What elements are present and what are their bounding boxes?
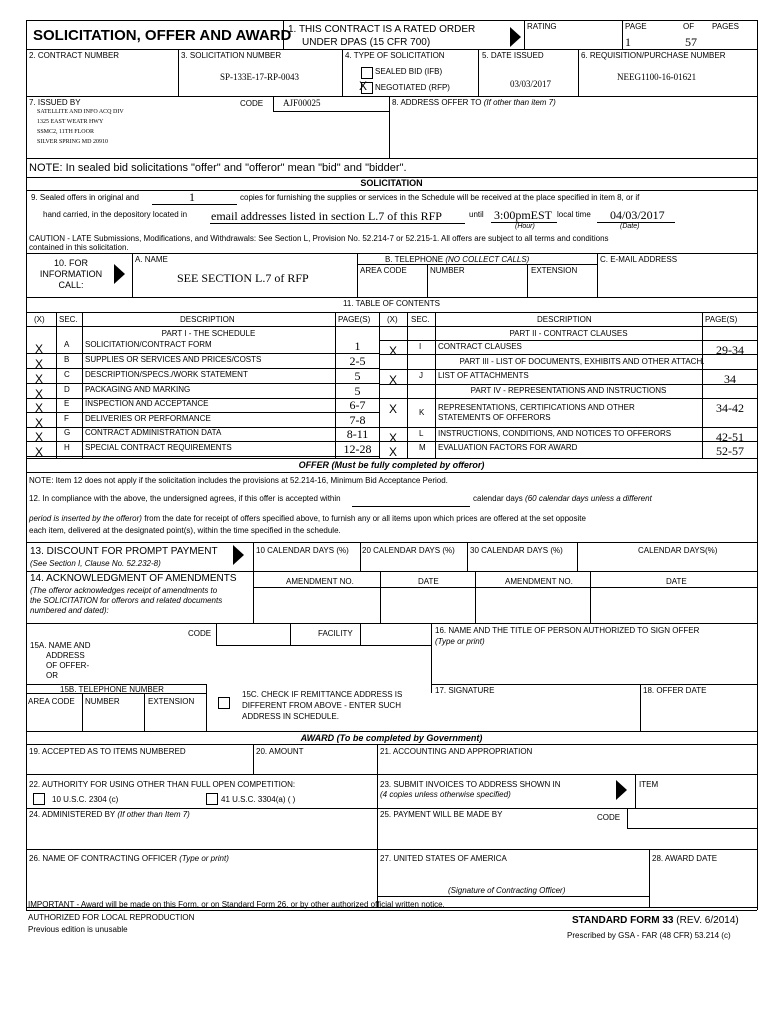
toc-col-sec: SEC.	[411, 315, 430, 324]
toc-row-description: DELIVERIES OR PERFORMANCE	[85, 414, 211, 423]
arrow-pointer-icon	[510, 27, 521, 47]
item26-label: 26. NAME OF CONTRACTING OFFICER (Type or print)	[29, 854, 229, 863]
usc-3304-label: 41 U.S.C. 3304(a) ( )	[221, 795, 296, 804]
item12-each-item: each item, delivered at the designated point(s), within the time specified in the schedule.	[29, 526, 341, 535]
discount-label: 13. DISCOUNT FOR PROMPT PAYMENT	[30, 546, 218, 557]
offeror-name-address-label: 15A. NAME AND ADDRESS OF OFFER- OR	[30, 641, 91, 680]
item9-text: copies for furnishing the supplies or services in the Schedule will be received at the place specified in item 8, or if	[240, 193, 640, 202]
toc-col-description: DESCRIPTION	[180, 315, 235, 324]
toc-row-check[interactable]: X	[35, 445, 44, 459]
item12-calendar-days: calendar days (60 calendar days unless a different	[473, 494, 652, 503]
toc-row-description: CONTRACT ADMINISTRATION DATA	[85, 428, 222, 437]
date-issued-label: 5. DATE ISSUED	[482, 51, 544, 60]
toc-row-section: C	[64, 370, 70, 379]
toc-row-check[interactable]: X	[389, 373, 398, 387]
remittance-checkbox[interactable]	[218, 697, 230, 709]
item12-note: NOTE: Item 12 does not apply if the solicitation includes the provisions at 52.214-16, Minimum Bid Acceptance Period.	[29, 476, 448, 485]
offer-date-label: 18. OFFER DATE	[643, 686, 707, 695]
item16-label: 16. NAME AND THE TITLE OF PERSON AUTHORIZED TO SIGN OFFER	[435, 626, 700, 635]
number-label: NUMBER	[430, 266, 465, 275]
requisition-value[interactable]: NEEG1100-16-01621	[617, 72, 697, 82]
address-line: SILVER SPRING MD 20910	[37, 139, 108, 145]
usc-2304-checkbox[interactable]	[33, 793, 45, 805]
item19-label: 19. ACCEPTED AS TO ITEMS NUMBERED	[29, 747, 186, 756]
toc-row-check[interactable]: X	[389, 344, 398, 358]
ack-amendments-note: (The offeror acknowledges receipt of amendments to the SOLICITATION for offerors and related documents numbered and dated):	[30, 586, 223, 615]
award-section-title: AWARD (To be completed by Government)	[300, 733, 483, 743]
item23-note: (4 copies unless otherwise specified)	[380, 790, 511, 799]
toc-row-description: INSPECTION AND ACCEPTANCE	[85, 399, 209, 408]
type-of-solicitation-label: 4. TYPE OF SOLICITATION	[345, 51, 445, 60]
toc-row-pages: 34-42	[716, 401, 744, 415]
caution-line1: CAUTION - LATE Submissions, Modifications, and Withdrawals: See Section L, Provision No. 52.214-7 or 52.215-1. All offers are subject to all terms and conditions	[29, 234, 609, 243]
toc-row-pages: 6-7	[349, 398, 366, 412]
amendment-date-header: DATE	[418, 577, 439, 586]
rated-order-line2: UNDER DPAS (15 CFR 700)	[302, 37, 431, 48]
requisition-label: 6. REQUISITION/PURCHASE NUMBER	[581, 51, 726, 60]
offeror-number: NUMBER	[85, 697, 120, 706]
toc-row-pages: 5	[354, 369, 361, 383]
toc-row-pages: 12-28	[343, 442, 372, 456]
usc-3304-checkbox[interactable]	[206, 793, 218, 805]
for-information-call-label: 10. FOR INFORMATION CALL:	[39, 258, 103, 290]
toc-row-pages: 8-11	[346, 427, 369, 441]
solicitation-number-label: 3. SOLICITATION NUMBER	[181, 51, 282, 60]
item23-label: 23. SUBMIT INVOICES TO ADDRESS SHOWN IN	[380, 780, 561, 789]
page-value[interactable]: 1	[625, 35, 631, 49]
area-code-label: AREA CODE	[360, 266, 407, 275]
payment-code-label: CODE	[597, 813, 621, 822]
toc-row-check[interactable]: X	[35, 387, 44, 401]
toc-row-pages: 5	[354, 384, 361, 398]
toc-row-pages: 29-34	[716, 343, 744, 357]
offer-section-title: OFFER (Must be fully completed by offeror)	[298, 460, 485, 470]
discount-20-days[interactable]: 20 CALENDAR DAYS (%)	[362, 546, 455, 555]
important-note: IMPORTANT - Award will be made on this Form, or on Standard Form 26, or by other authorized official written notice.	[28, 900, 445, 909]
date-issued-value[interactable]: 03/03/2017	[510, 79, 552, 89]
toc-row-check[interactable]: X	[35, 430, 44, 444]
form-title: SOLICITATION, OFFER AND AWARD	[33, 27, 292, 44]
offeror-code-label: CODE	[188, 629, 212, 638]
toc-row-check[interactable]: X	[35, 416, 44, 430]
toc-row-section: A	[64, 340, 70, 349]
item9-intro: 9. Sealed offers in original and	[31, 193, 139, 202]
contact-name-label: A. NAME	[135, 255, 168, 264]
until-label: until	[469, 210, 484, 219]
issued-by-code-value[interactable]: AJF00025	[283, 98, 321, 108]
solicitation-section-title: SOLICITATION	[360, 178, 423, 188]
negotiated-label: NEGOTIATED (RFP)	[375, 83, 450, 92]
hour-caption: (Hour)	[515, 223, 535, 230]
item12-text: 12. In compliance with the above, the undersigned agrees, if this offer is accepted within	[29, 494, 341, 503]
extension-label: EXTENSION	[531, 266, 578, 275]
part-1-heading: PART I - THE SCHEDULE	[161, 329, 256, 338]
toc-row-section: I	[419, 342, 422, 351]
address-line: 1325 EAST WEATR HWY	[37, 119, 104, 125]
authorized-reproduction: AUTHORIZED FOR LOCAL REPRODUCTION	[28, 913, 195, 922]
toc-row-section: E	[64, 399, 70, 408]
toc-col-description: DESCRIPTION	[537, 315, 592, 324]
facility-label: FACILITY	[318, 629, 353, 638]
caution-line2: contained in this solicitation.	[29, 243, 129, 252]
item27-label: 27. UNITED STATES OF AMERICA	[380, 854, 507, 863]
telephone-number-label: 15B. TELEPHONE NUMBER	[60, 685, 164, 694]
toc-row-pages: 2-5	[349, 354, 366, 368]
depository-value[interactable]: email addresses listed in section L.7 of this RFP	[211, 209, 442, 223]
toc-row-section: M	[419, 443, 426, 452]
offeror-extension: EXTENSION	[148, 697, 195, 706]
telephone-label: B. TELEPHONE (NO COLLECT CALLS)	[385, 255, 530, 264]
toc-row-check[interactable]: X	[35, 372, 44, 386]
copies-value[interactable]: 1	[189, 190, 195, 204]
sealed-bid-label: SEALED BID (IFB)	[375, 67, 443, 76]
standard-form-label: STANDARD FORM 33 (REV. 6/2014)	[572, 915, 739, 926]
contract-number-label: 2. CONTRACT NUMBER	[29, 51, 120, 60]
part-2-heading: PART II - CONTRACT CLAUSES	[509, 329, 628, 338]
toc-row-pages: 7-8	[349, 413, 366, 427]
of-label: OF	[683, 22, 695, 31]
toc-col-x: (X)	[387, 315, 398, 324]
toc-row-description: LIST OF ATTACHMENTS	[438, 371, 529, 380]
discount-10-days[interactable]: 10 CALENDAR DAYS (%)	[256, 546, 349, 555]
toc-row-description: INSTRUCTIONS, CONDITIONS, AND NOTICES TO OFFERORS	[438, 429, 672, 438]
toc-row-section: L	[419, 429, 424, 438]
item25-label: 25. PAYMENT WILL BE MADE BY	[380, 810, 503, 819]
toc-row-check[interactable]: X	[389, 445, 398, 459]
toc-row-section: G	[64, 428, 71, 437]
toc-row-pages: 52-57	[716, 444, 744, 458]
issued-by-code-label: CODE	[240, 99, 264, 108]
toc-col-x: (X)	[34, 315, 45, 324]
toc-row-description: PACKAGING AND MARKING	[85, 385, 191, 394]
part-3-heading: PART III - LIST OF DOCUMENTS, EXHIBITS AND OTHER ATTACH.	[459, 357, 705, 366]
offeror-area-code: AREA CODE	[28, 697, 75, 706]
toc-row-section: F	[64, 414, 69, 423]
pages-label: PAGES	[712, 22, 739, 31]
item12-period: period is inserted by the offeror) from the date for receipt of offers specified above, to furnish any or all items upon which prices are offered at the set opposite	[29, 514, 586, 523]
ack-amendments-label: 14. ACKNOWLEDGMENT OF AMENDMENTS	[30, 573, 237, 584]
amendment-no-header: AMENDMENT NO.	[286, 577, 354, 586]
sealed-bid-checkbox[interactable]	[361, 67, 373, 79]
amendment-date-header: DATE	[666, 577, 687, 586]
toc-row-check[interactable]: X	[35, 357, 44, 371]
toc-row-description: SOLICITATION/CONTRACT FORM	[85, 340, 212, 349]
local-time-label: local time	[557, 210, 591, 219]
item28-label: 28. AWARD DATE	[652, 854, 718, 863]
arrow-pointer-icon	[114, 264, 125, 284]
toc-row-description: SPECIAL CONTRACT REQUIREMENTS	[85, 443, 232, 452]
usc-2304-label: 10 U.S.C. 2304 (c)	[52, 795, 119, 804]
page-label: PAGE	[625, 22, 647, 31]
item21-label: 21. ACCOUNTING AND APPROPRIATION	[380, 747, 533, 756]
item24-label: 24. ADMINISTERED BY (If other than Item 7)	[29, 810, 190, 819]
arrow-pointer-icon	[233, 545, 244, 565]
sealed-bid-note: NOTE: In sealed bid solicitations "offer" and "offeror" mean "bid" and "bidder".	[29, 162, 407, 174]
toc-row-pages: 42-51	[716, 430, 744, 444]
issued-by-label: 7. ISSUED BY	[29, 98, 81, 107]
toc-title: 11. TABLE OF CONTENTS	[343, 299, 440, 308]
toc-row-description: CONTRACT CLAUSES	[438, 342, 522, 351]
toc-row-pages: 1	[354, 339, 361, 353]
toc-row-check[interactable]: X	[389, 431, 398, 445]
toc-row-section: H	[64, 443, 70, 452]
address-offer-label: 8. ADDRESS OFFER TO (If other than item 7)	[392, 98, 556, 107]
toc-col-pages: PAGE(S)	[338, 315, 371, 324]
pages-value[interactable]: 57	[685, 35, 697, 49]
receipt-date-value[interactable]: 04/03/2017	[610, 208, 665, 222]
toc-row-description: SUPPLIES OR SERVICES AND PRICES/COSTS	[85, 355, 262, 364]
address-line: SATELLITE AND INFO ACQ DIV	[37, 109, 124, 115]
previous-edition: Previous edition is unusable	[28, 925, 128, 934]
solicitation-number-value[interactable]: SP-133E-17-RP-0043	[220, 72, 300, 82]
item15c-label: 15C. CHECK IF REMITTANCE ADDRESS IS DIFFERENT FROM ABOVE - ENTER SUCH ADDRESS IN SCHEDULE.	[242, 690, 403, 721]
item-label: ITEM	[639, 780, 659, 789]
contact-name-value[interactable]: SEE SECTION L.7 of RFP	[177, 271, 309, 285]
issued-by-address[interactable]	[37, 107, 124, 147]
amendment-no-header: AMENDMENT NO.	[505, 577, 573, 586]
discount-30-days[interactable]: 30 CALENDAR DAYS (%)	[470, 546, 563, 555]
discount-other-days[interactable]: CALENDAR DAYS(%)	[638, 546, 718, 555]
part-4-heading: PART IV - REPRESENTATIONS AND INSTRUCTIONS	[470, 386, 667, 395]
item22-label: 22. AUTHORITY FOR USING OTHER THAN FULL OPEN COMPETITION:	[29, 780, 296, 789]
date-caption: (Date)	[620, 223, 640, 230]
discount-note: (See Section I, Clause No. 52.232-8)	[30, 559, 161, 568]
item16-note: (Type or print)	[435, 637, 485, 646]
toc-row-check[interactable]: X	[35, 401, 44, 415]
toc-row-section: D	[64, 385, 70, 394]
toc-col-sec: SEC.	[59, 315, 78, 324]
item20-label: 20. AMOUNT	[256, 747, 304, 756]
toc-row-check[interactable]: X	[389, 402, 398, 416]
toc-row-section: B	[64, 355, 70, 364]
signature-label: 17. SIGNATURE	[435, 686, 495, 695]
arrow-pointer-icon	[616, 780, 627, 800]
toc-row-section: K	[419, 408, 425, 417]
toc-row-pages: 34	[724, 372, 736, 386]
email-label: C. E-MAIL ADDRESS	[600, 255, 678, 264]
item9-depository: hand carried, in the depository located in	[43, 210, 188, 219]
prescribed-by: Prescribed by GSA - FAR (48 CFR) 53.214 (c)	[567, 931, 731, 940]
address-line: SSMC2, 11TH FLOOR	[37, 129, 94, 135]
rating-label: RATING	[527, 22, 557, 31]
toc-col-pages: PAGE(S)	[705, 315, 738, 324]
signature-caption: (Signature of Contracting Officer)	[448, 886, 566, 895]
toc-row-section: J	[419, 371, 423, 380]
toc-row-description: DESCRIPTION/SPECS./WORK STATEMENT	[85, 370, 248, 379]
toc-row-description: REPRESENTATIONS, CERTIFICATIONS AND OTHER STATEMENTS OF OFFERORS	[438, 403, 635, 422]
rated-order-line1: 1. THIS CONTRACT IS A RATED ORDER	[288, 24, 476, 35]
negotiated-check-mark: X	[359, 79, 368, 93]
toc-row-description: EVALUATION FACTORS FOR AWARD	[438, 443, 578, 452]
toc-row-check[interactable]: X	[35, 342, 44, 356]
time-value[interactable]: 3:00pmEST	[494, 208, 553, 222]
